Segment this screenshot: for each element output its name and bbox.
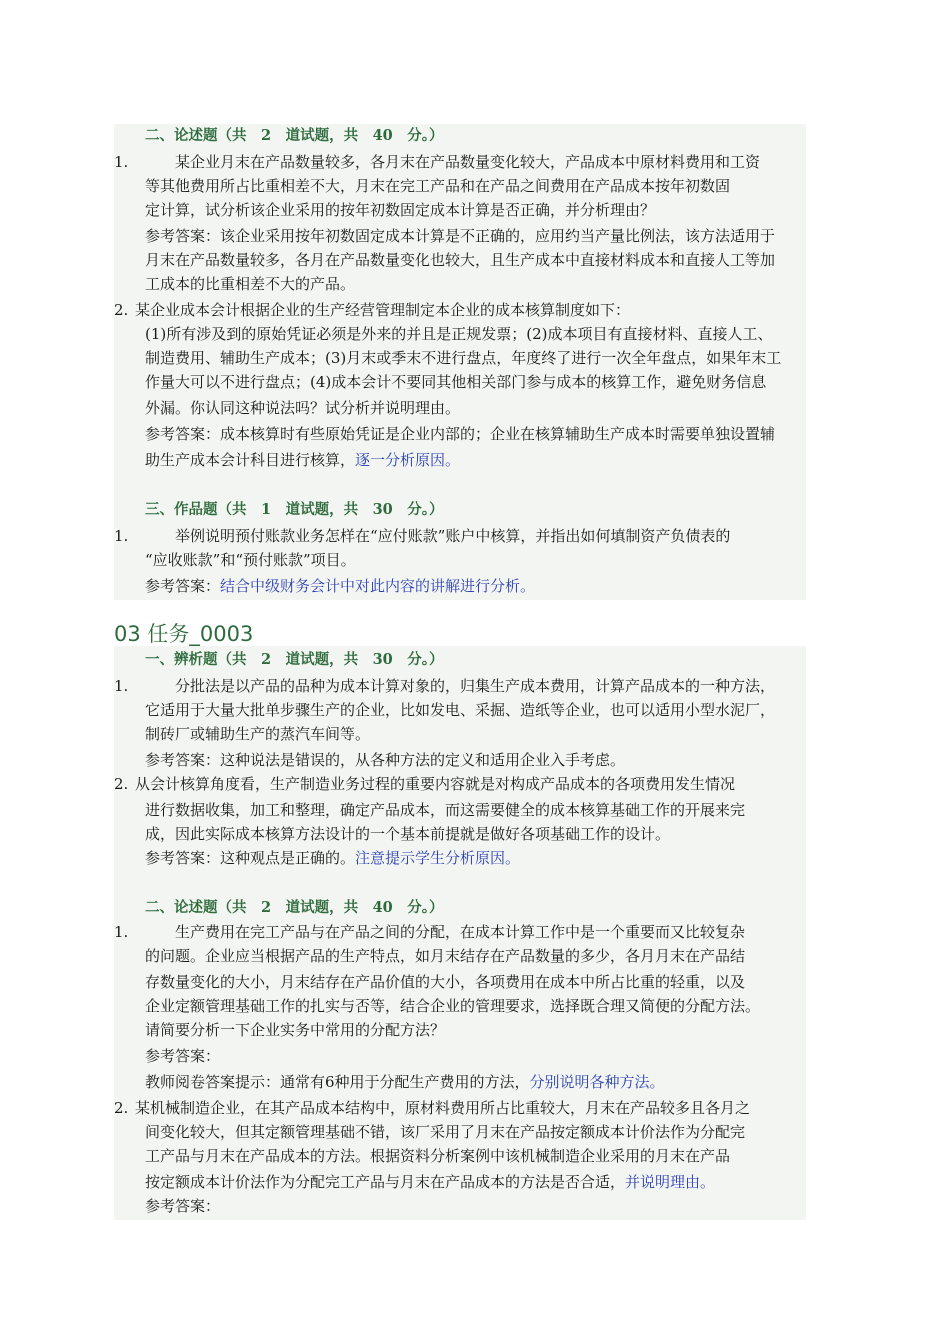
question-text: 间变化较大，但其定额管理基础不错，该厂采用了月末在产品按定额成本计价法作为分配完	[145, 1123, 746, 1141]
answer-text-part: 助生产成本会计科目进行核算，	[145, 451, 356, 469]
question-text: 它适用于大量大批单步骤生产的企业，比如发电、采掘、造纸等企业，也可以适用小型水泥厂，	[145, 701, 776, 719]
answer-text	[145, 846, 520, 870]
question-text: 生产费用在完工产品与在产品之间的分配，在成本计算工作中是一个重要而又比较复杂	[145, 923, 746, 941]
question-text: 某机械制造企业，在其产品成本结构中，原材料费用所占比重较大，月末在产品较多且各月之	[135, 1099, 751, 1117]
answer-label: 参考答案：	[145, 1047, 221, 1065]
answer-text	[145, 574, 535, 598]
answer-text-part: 教师阅卷答案提示：通常有6种用于分配生产费用的方法，	[145, 1073, 530, 1091]
question-text: 存数量变化的大小，月末结存在产品价值的大小，各项费用在成本中所占比重的轻重，以及	[145, 973, 746, 991]
question-text: 进行数据收集，加工和整理，确定产品成本，而这需要健全的成本核算基础工作的开展来完	[145, 801, 746, 819]
answer-label: 参考答案：	[145, 1197, 221, 1215]
question-number: 2.	[114, 1099, 129, 1117]
question-number: 2.	[114, 301, 129, 319]
answer-text: 参考答案：这种说法是错误的，从各种方法的定义和适用企业入手考虑。	[145, 751, 626, 769]
answer-label: 参考答案：	[145, 577, 221, 595]
answer-hint: 逐一分析原因。	[355, 451, 461, 469]
question-text: 成，因此实际成本核算方法设计的一个基本前提就是做好各项基础工作的设计。	[145, 825, 671, 843]
question-text: 请简要分析一下企业实务中常用的分配方法？	[145, 1021, 446, 1039]
question-text: 定计算，试分析该企业采用的按年初数固定成本计算是否正确，并分析理由？	[145, 201, 656, 219]
answer-text: 参考答案：该企业采用按年初数固定成本计算是不正确的，应用约当产量比例法，该方法适用于	[145, 227, 776, 245]
answer-text-part: 参考答案：这种观点是正确的。	[145, 849, 356, 867]
question-text: 等其他费用所占比重相差不大，月末在完工产品和在产品之间费用在产品成本按年初数固	[145, 177, 731, 195]
answer-hint: 分别说明各种方法。	[529, 1073, 665, 1091]
question-text: 企业定额管理基础工作的扎实与否等，结合企业的管理要求，选择既合理又简便的分配方法。	[145, 997, 761, 1015]
question-number: 1.	[114, 527, 129, 545]
question-text: “应收账款”和“预付账款”项目。	[145, 551, 356, 569]
question-text: 作量大可以不进行盘点；(4)成本会计不要同其他相关部门参与成本的核算工作，避免财务信息	[145, 373, 767, 391]
task-title: 03 任务_0003	[114, 622, 254, 646]
question-number: 1.	[114, 153, 129, 171]
question-text: 制砖厂或辅助生产的蒸汽车间等。	[145, 725, 371, 743]
question-text: 分批法是以产品的品种为成本计算对象的，归集生产成本费用，计算产品成本的一种方法，	[145, 677, 776, 695]
question-text: (1)所有涉及到的原始凭证必须是外来的并且是正规发票；(2)成本项目有直接材料、直接人工、	[145, 325, 773, 343]
question-text: 外漏。你认同这种说法吗？试分析并说明理由。	[145, 399, 461, 417]
question-text: 工产品与月末在产品成本的方法。根据资料分析案例中该机械制造企业采用的月末在产品	[145, 1147, 731, 1165]
question-text-part: 按定额成本计价法作为分配完工产品与月末在产品成本的方法是否合适，	[145, 1173, 626, 1191]
question-number: 1.	[114, 677, 129, 695]
question-hint: 并说明理由。	[625, 1173, 716, 1191]
question-text: 举例说明预付账款业务怎样在“应付账款”账户中核算，并指出如何填制资产负债表的	[145, 527, 731, 545]
answer-text: 月末在产品数量较多，各月在产品数量变化也较大，且生产成本中直接材料成本和直接人工等加	[145, 251, 776, 269]
question-text	[145, 1170, 715, 1194]
section-heading-essay: 二、论述题（共 2 道试题，共 40 分。）	[145, 899, 444, 916]
answer-hint: 结合中级财务会计中对此内容的讲解进行分析。	[220, 577, 536, 595]
answer-text	[145, 1070, 665, 1094]
question-text: 某企业成本会计根据企业的生产经营管理制定本企业的成本核算制度如下：	[135, 301, 631, 319]
question-text: 制造费用、辅助生产成本；(3)月末或季末不进行盘点，年度终了进行一次全年盘点，如果年末工	[145, 349, 782, 367]
answer-text	[145, 448, 460, 472]
question-text: 某企业月末在产品数量较多，各月末在产品数量变化较大，产品成本中原材料费用和工资	[145, 153, 761, 171]
answer-text: 参考答案：成本核算时有些原始凭证是企业内部的；企业在核算辅助生产成本时需要单独设置辅	[145, 425, 776, 443]
question-number: 2.	[114, 775, 129, 793]
question-number: 1.	[114, 923, 129, 941]
question-text: 从会计核算角度看，生产制造业务过程的重要内容就是对构成产品成本的各项费用发生情况	[135, 775, 736, 793]
answer-hint: 注意提示学生分析原因。	[355, 849, 521, 867]
section-heading-work: 三、作品题（共 1 道试题，共 30 分。）	[145, 501, 444, 518]
question-text: 的问题。企业应当根据产品的生产特点，如月末结存在产品数量的多少，各月月末在产品结	[145, 947, 746, 965]
section-heading-essay: 二、论述题（共 2 道试题，共 40 分。）	[145, 127, 444, 144]
section-heading-discrimination: 一、辨析题（共 2 道试题，共 30 分。）	[145, 651, 444, 668]
answer-text: 工成本的比重相差不大的产品。	[145, 275, 356, 293]
